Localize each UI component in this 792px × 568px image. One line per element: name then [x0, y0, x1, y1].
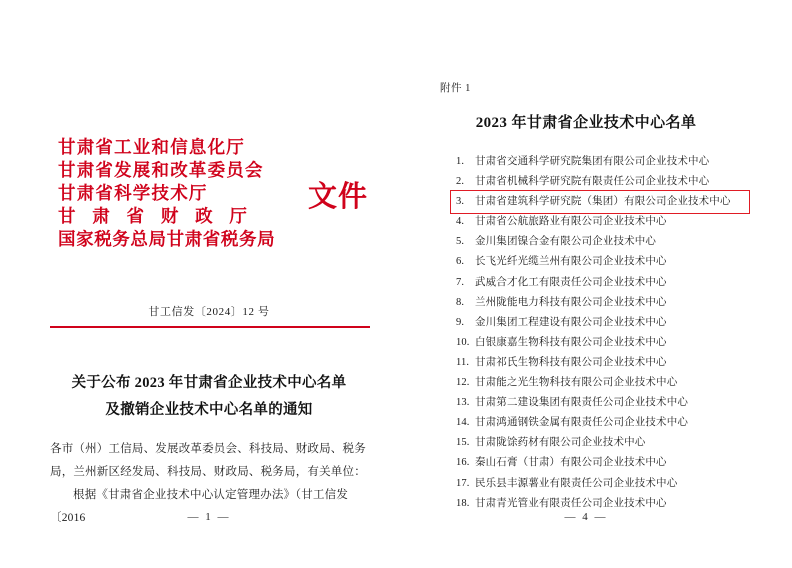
list-item: [456, 474, 756, 494]
list-item-index: 14.: [456, 417, 470, 429]
document-title-line-2: 及撤销企业技术中心名单的通知: [105, 402, 313, 418]
list-item-index: 8.: [456, 296, 465, 308]
list-item: [456, 232, 756, 252]
list-item-label: 甘肃省公航旅路业有限公司企业技术中心: [475, 216, 667, 228]
list-item-index: 17.: [456, 477, 470, 489]
list-item: [456, 373, 756, 393]
list-item-label: 甘肃青光管业有限责任公司企业技术中心: [475, 497, 667, 509]
list-item-index: 12.: [456, 377, 470, 389]
list-item-index: 9.: [456, 316, 465, 328]
left-page-number: — 1 —: [187, 511, 231, 523]
enterprise-center-list: [456, 152, 756, 514]
list-item-index: 10.: [456, 336, 470, 348]
list-item-label: 武威合才化工有限责任公司企业技术中心: [475, 276, 667, 288]
list-item-index: 11.: [456, 356, 470, 368]
document-title: [24, 370, 394, 424]
list-item-label: 白银康嘉生物科技有限公司企业技术中心: [475, 336, 667, 348]
list-item: [456, 293, 756, 313]
list-item-label: 兰州陇能电力科技有限公司企业技术中心: [475, 296, 667, 308]
list-item-label: 金川集团工程建设有限公司企业技术中心: [475, 316, 667, 328]
body-line-2: 局，兰州新区经发局、科技局、财政局、税务局，有关单位：: [50, 466, 366, 478]
list-item-label: 甘肃省交通科学研究院集团有限公司企业技术中心: [475, 156, 710, 167]
list-item: [452, 192, 748, 212]
issuer-line-1: 甘肃省工业和信息化厅: [58, 137, 245, 157]
list-item-label: 金川集团镍合金有限公司企业技术中心: [475, 236, 657, 248]
list-item-index: 13.: [456, 397, 470, 409]
list-item: [456, 313, 756, 333]
list-item: [456, 433, 756, 453]
left-document-page: [24, 6, 394, 558]
right-document-page: [400, 6, 772, 558]
list-item-index: 16.: [456, 457, 470, 469]
list-item-index: 18.: [456, 497, 470, 509]
list-item: [456, 152, 756, 172]
document-number: 甘工信发〔2024〕12 号: [148, 306, 270, 318]
issuer-line-3: 甘肃省科学技术厅: [58, 183, 208, 203]
list-item: [456, 252, 756, 272]
list-item-index: 4.: [456, 216, 465, 228]
issuer-line-5: 国家税务总局甘肃省税务局: [58, 229, 276, 249]
list-item-label: 甘肃省机械科学研究院有限责任公司企业技术中心: [475, 176, 710, 188]
document-title-line-1: 关于公布 2023 年甘肃省企业技术中心名单: [71, 375, 347, 391]
list-item-index: 2.: [456, 176, 465, 188]
list-item: [456, 273, 756, 293]
red-divider-rule: [50, 326, 370, 328]
list-item-label: 甘肃鸿通钢铁金属有限责任公司企业技术中心: [475, 417, 688, 429]
list-item-index: 3.: [456, 196, 465, 208]
list-item-index: 6.: [456, 256, 465, 268]
attachment-label: 附件 1: [440, 83, 471, 94]
list-item-index: 15.: [456, 437, 470, 449]
list-item: [456, 353, 756, 373]
list-item-label: 长飞光纤光缆兰州有限公司企业技术中心: [475, 256, 667, 268]
list-item: [456, 393, 756, 413]
list-item-label: 秦山石膏（甘肃）有限公司企业技术中心: [475, 457, 667, 469]
list-item-label: 民乐县丰源薯业有限责任公司企业技术中心: [475, 477, 678, 489]
document-type-word: 文件: [308, 181, 369, 213]
list-item-index: 7.: [456, 276, 465, 288]
right-page-number: — 4 —: [564, 511, 608, 523]
list-item: [456, 172, 756, 192]
list-item-label: 甘肃祁氏生物科技有限公司企业技术中心: [475, 356, 667, 368]
list-item: [456, 333, 756, 353]
body-line-1: 各市（州）工信局、发展改革委员会、科技局、财政局、税务: [50, 443, 366, 455]
list-item: [456, 413, 756, 433]
list-item-label: 甘肃能之光生物科技有限公司企业技术中心: [475, 377, 678, 389]
attachment-title: 2023 年甘肃省企业技术中心名单: [475, 115, 697, 131]
issuer-line-4: 甘 肃 省 财 政 厅: [58, 206, 254, 226]
list-item-label: 甘肃省建筑科学研究院（集团）有限公司企业技术中心: [475, 196, 731, 208]
issuer-line-2: 甘肃省发展和改革委员会: [58, 160, 264, 180]
list-item-label: 甘肃第二建设集团有限责任公司企业技术中心: [475, 397, 688, 409]
list-item: [456, 212, 756, 232]
list-item: [456, 453, 756, 473]
list-item-index: 5.: [456, 236, 465, 248]
list-item-label: 甘肃陇馀药材有限公司企业技术中心: [475, 437, 646, 449]
list-item-index: 1.: [456, 156, 465, 167]
body-line-3: 根据《甘肃省企业技术中心认定管理办法》（甘工信发〔2016: [50, 489, 349, 524]
